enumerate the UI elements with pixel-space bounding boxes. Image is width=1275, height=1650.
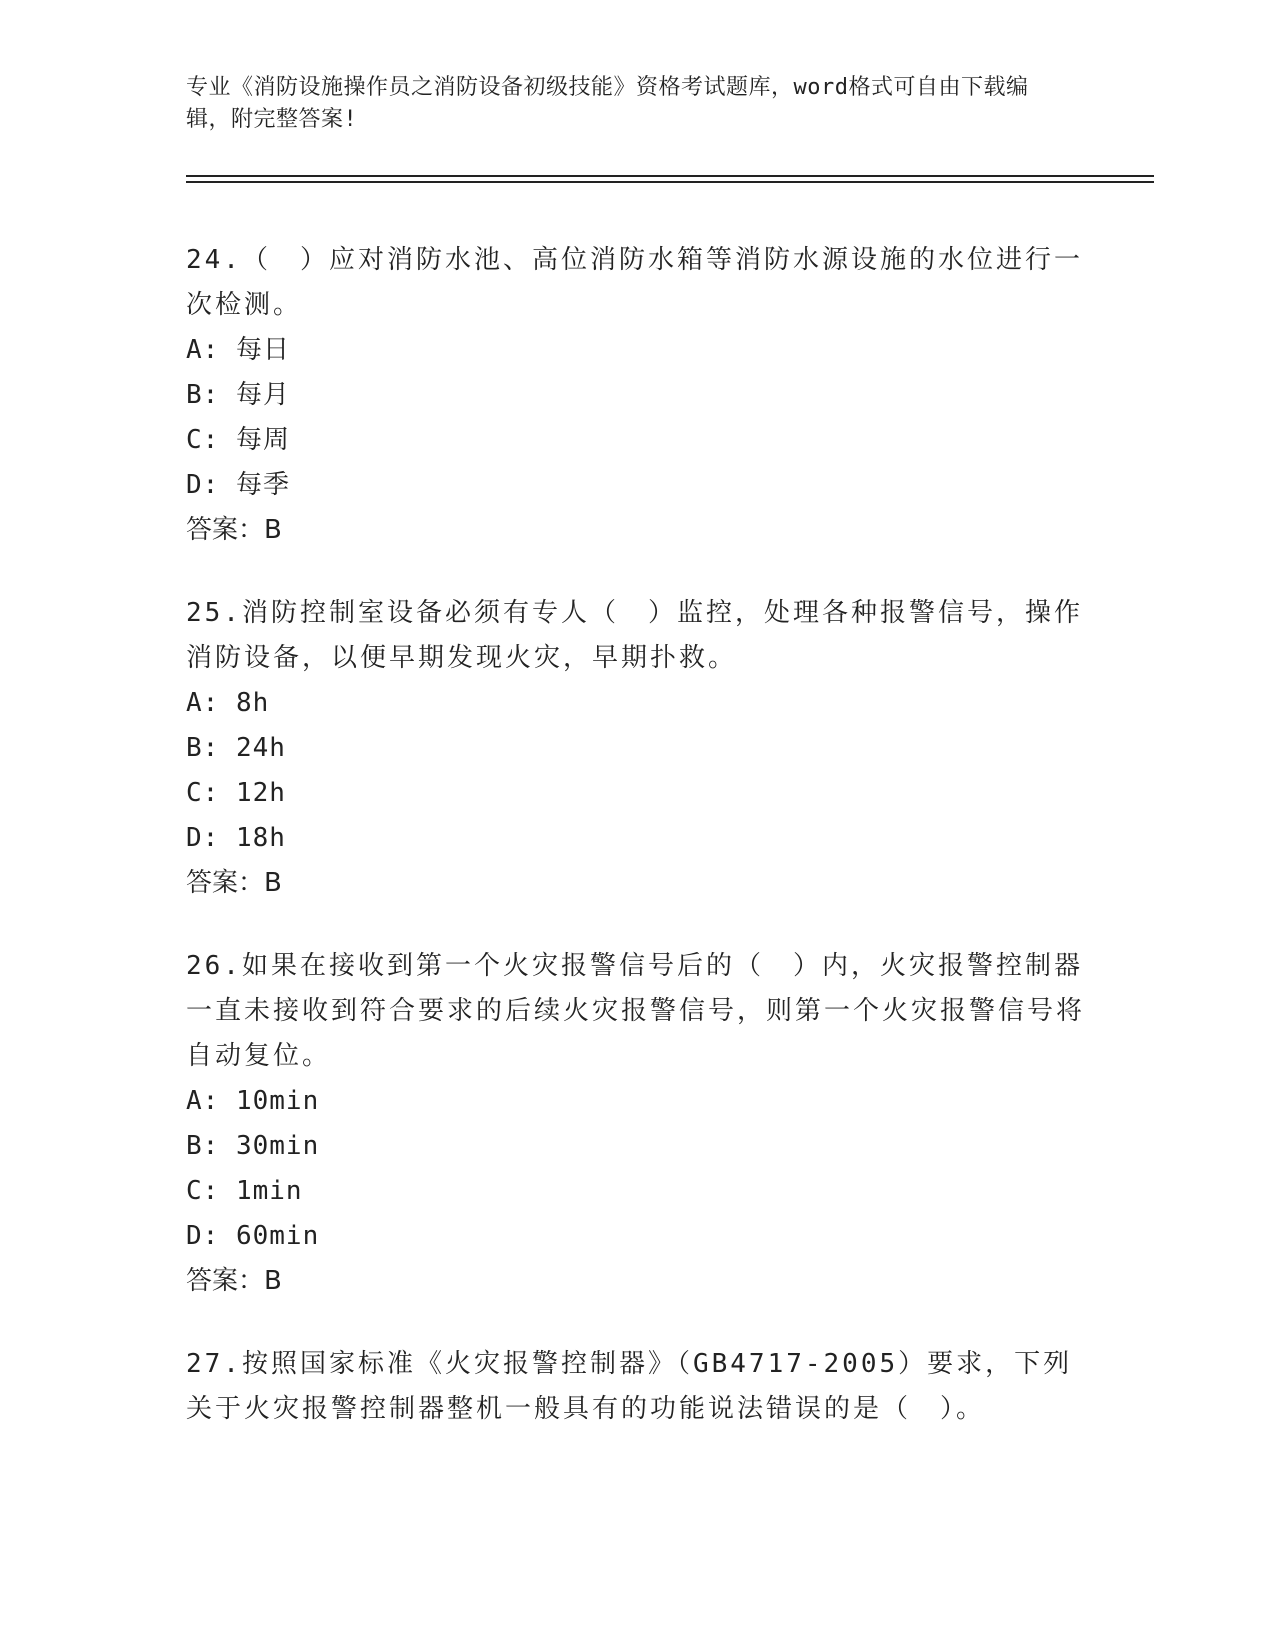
option-a: A: 10min xyxy=(186,1086,320,1116)
option-b: B: 30min xyxy=(186,1131,320,1161)
header-divider-bottom xyxy=(186,181,1154,183)
question-24 xyxy=(186,238,1086,553)
answer: 答案：B xyxy=(186,1266,282,1296)
option-c: C: 每周 xyxy=(186,425,290,455)
answer: 答案：B xyxy=(186,515,282,545)
option-b: B: 24h xyxy=(186,733,286,763)
question-25 xyxy=(186,591,1086,906)
option-b: B: 每月 xyxy=(186,380,290,410)
question-stem: 27.按照国家标准《火灾报警控制器》（GB4717-2005）要求，下列关于火灾报警控制器整机一般具有的功能说法错误的是（ ）。 xyxy=(186,1349,1073,1424)
answer: 答案：B xyxy=(186,868,282,898)
option-d: D: 18h xyxy=(186,823,286,853)
option-a: A: 每日 xyxy=(186,335,290,365)
header-divider-top xyxy=(186,175,1154,177)
document-intro: 专业《消防设施操作员之消防设备初级技能》资格考试题库，word格式可自由下载编辑，附完整答案! xyxy=(186,75,1029,132)
option-c: C: 12h xyxy=(186,778,286,808)
option-c: C: 1min xyxy=(186,1176,303,1206)
question-list xyxy=(186,238,1086,1470)
question-26 xyxy=(186,944,1086,1304)
option-a: A: 8h xyxy=(186,688,270,718)
question-27 xyxy=(186,1342,1086,1432)
option-d: D: 60min xyxy=(186,1221,320,1251)
option-d: D: 每季 xyxy=(186,470,290,500)
question-stem: 25.消防控制室设备必须有专人（ ）监控，处理各种报警信号，操作消防设备，以便早期发现火灾，早期扑救。 xyxy=(186,598,1083,673)
question-stem: 26.如果在接收到第一个火灾报警信号后的（ ）内，火灾报警控制器一直未接收到符合要求的后续火灾报警信号，则第一个火灾报警信号将自动复位。 xyxy=(186,951,1086,1071)
question-stem: 24.（ ）应对消防水池、高位消防水箱等消防水源设施的水位进行一次检测。 xyxy=(186,245,1083,320)
